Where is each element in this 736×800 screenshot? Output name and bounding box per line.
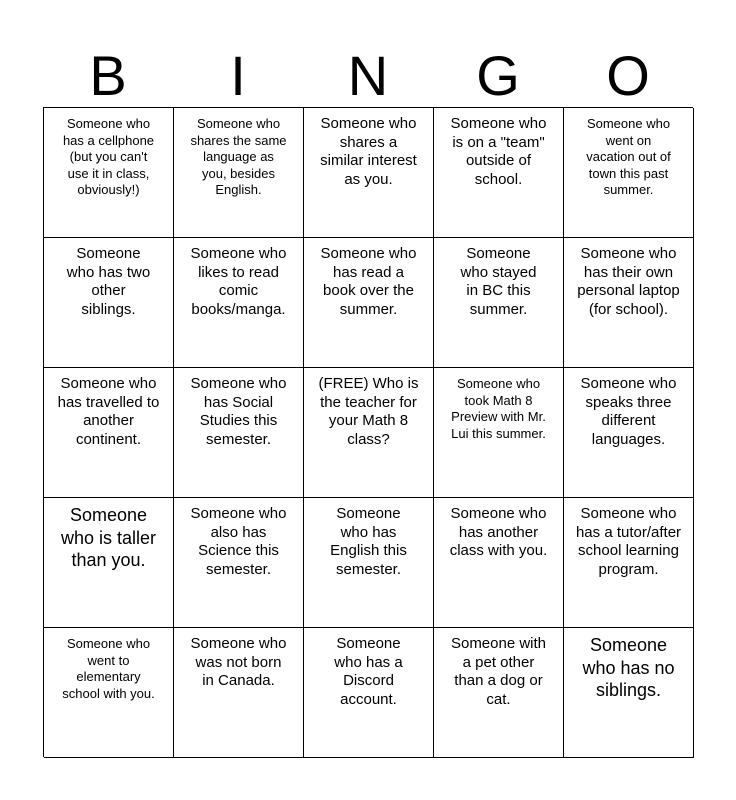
cell-text: Someone who has a Discord account. — [334, 635, 403, 708]
bingo-cell — [174, 498, 304, 628]
cell-text: Someone who has Social Studies this semester. — [190, 375, 287, 448]
bingo-cell — [174, 238, 304, 368]
header-letter-b: B — [89, 44, 127, 107]
bingo-cell — [564, 108, 694, 238]
bingo-cell — [44, 108, 174, 238]
header-letter-g: G — [476, 44, 520, 107]
bingo-cell — [564, 498, 694, 628]
cell-text: Someone who has English this semester. — [330, 505, 407, 578]
cell-text: Someone who took Math 8 Preview with Mr. Lui this summer. — [451, 376, 546, 441]
bingo-cell — [564, 238, 694, 368]
cell-text: Someone who has a tutor/after school learning program. — [575, 505, 682, 578]
header-letter-i: I — [230, 44, 246, 107]
cell-text: Someone who went on vacation out of town this past summer. — [586, 116, 671, 197]
header-letter-n: N — [347, 44, 389, 107]
cell-text: Someone who shares a similar interest as you. — [320, 115, 417, 188]
cell-text: Someone who is taller than you. — [60, 505, 157, 570]
bingo-header — [43, 44, 693, 108]
cell-text: (FREE) Who is the teacher for your Math 8 class? — [318, 375, 419, 448]
bingo-cell — [44, 238, 174, 368]
cell-text: Someone who has a cellphone (but you can't use it in class, obviously!) — [62, 116, 155, 197]
bingo-cell — [304, 368, 434, 498]
bingo-cell — [434, 368, 564, 498]
bingo-cell — [434, 498, 564, 628]
cell-text: Someone with a pet other than a dog or cat. — [450, 635, 547, 708]
bingo-cell — [304, 498, 434, 628]
bingo-cell — [304, 108, 434, 238]
cell-text: Someone who went to elementary school with you. — [62, 636, 155, 701]
cell-text: Someone who speaks three different languages. — [580, 375, 677, 448]
cell-text: Someone who shares the same language as you, besides English. — [190, 116, 287, 197]
cell-text: Someone who has read a book over the summer. — [320, 245, 417, 318]
bingo-cell — [434, 628, 564, 758]
bingo-cell — [44, 368, 174, 498]
cell-text: Someone who stayed in BC this summer. — [460, 245, 537, 318]
cell-text: Someone who also has Science this semester. — [190, 505, 287, 578]
bingo-cell — [564, 368, 694, 498]
bingo-cell — [304, 238, 434, 368]
bingo-board — [43, 107, 693, 757]
cell-text: Someone who likes to read comic books/manga. — [190, 245, 287, 318]
cell-text: Someone who has travelled to another continent. — [57, 375, 160, 448]
bingo-cell — [434, 238, 564, 368]
cell-text: Someone who has another class with you. — [449, 505, 548, 560]
bingo-cell — [44, 628, 174, 758]
cell-text: Someone who was not born in Canada. — [190, 635, 287, 690]
header-letter-o: O — [606, 44, 650, 107]
cell-text: Someone who has their own personal laptop (for school). — [577, 245, 680, 318]
bingo-cell — [174, 368, 304, 498]
cell-text: Someone who has two other siblings. — [66, 245, 151, 318]
bingo-cell — [564, 628, 694, 758]
bingo-cell — [44, 498, 174, 628]
bingo-cell — [304, 628, 434, 758]
cell-text: Someone who has no siblings. — [582, 635, 675, 700]
bingo-cell — [434, 108, 564, 238]
bingo-cell — [174, 628, 304, 758]
cell-text: Someone who is on a "team" outside of school. — [450, 115, 547, 188]
bingo-cell — [174, 108, 304, 238]
